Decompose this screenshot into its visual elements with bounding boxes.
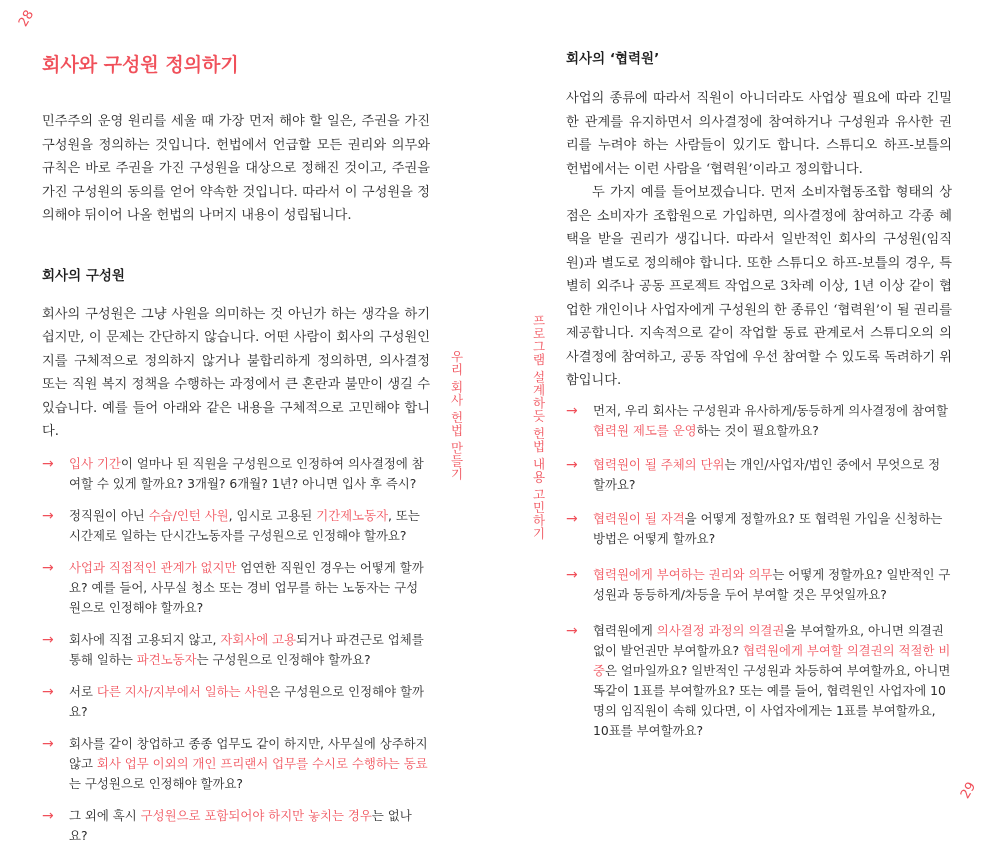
highlight-text: 협력원 제도를 운영	[593, 422, 697, 438]
list-item	[42, 806, 430, 846]
item-text: , 임시로 고용된	[228, 507, 317, 523]
arrow-right-icon: →	[566, 566, 578, 583]
arrow-right-icon: →	[566, 510, 578, 527]
intro-paragraph: 민주주의 운영 원리를 세울 때 가장 먼저 해야 할 일은, 주권을 가진 구성원을 정의하는 것입니다. 헌법에서 언급할 모든 권리와 의무와 규칙은 바로 주권을 가진 구성원을 대상으로 정해진 것이고, 주권을 가진 구성원의 동의를 얻어 약속한 것입니다. 따라서 이 구성원을 정의해야 뒤이어 나올 헌법의 나머지 내용이 성립됩니다.	[42, 114, 430, 223]
item-text: , 또는 시간제로 일하는 단시간노동자를 구성원으로 인정해야 할까요?	[69, 507, 420, 543]
highlight-text: 파견노동자	[136, 651, 197, 667]
arrow-right-icon: →	[42, 559, 54, 576]
partners-paragraph-2: 두 가지 예를 들어보겠습니다. 먼저 소비자협동조합 형태의 상점은 소비자가 조합원으로 가입하면, 의사결정에 참여하고 각종 혜택을 받을 권리가 생깁니다. 따라서 일반적인 회사의 구성원(임직원)과 별도로 정의해야 합니다. 또한 스튜디오 하프-보틀의 경우, 특별히 외주나 공동 프로젝트 작업으로 3차례 이상, 1년 이상 같이 협업한 개인이나 사업자에게 구성원의 한 종류인 ‘협력원’이 될 권리를 제공합니다. 지속적으로 같이 작업할 동료 관계로서 스튜디오의 의사결정에 참여하고, 공동 작업에 우선 참여할 수 있도록 독려하기 위함입니다.	[566, 185, 952, 388]
partners-question-list	[566, 401, 952, 741]
arrow-right-icon: →	[42, 683, 54, 700]
item-text: 는 개인/사업자/법인 중에서 무엇으로 정할까요?	[593, 456, 941, 492]
item-text: 는 어떻게 정할까요? 일반적인 구성원과 동등하게/차등을 두어 부여할 것은 무엇일까요?	[593, 566, 951, 602]
item-text: 는 구성원으로 인정해야 할까요?	[69, 775, 243, 791]
highlight-text: 의사결정 과정의 의결권	[656, 622, 785, 638]
members-paragraph: 회사의 구성원은 그냥 사원을 의미하는 것 아닌가 하는 생각을 하기 쉽지만, 이 문제는 간단하지 않습니다. 어떤 사람이 회사의 구성원인지를 구체적으로 정의하지 않거나 불합리하게 정의하면, 의사결정 또는 직원 복지 정책을 수행하는 과정에서 큰 혼란과 불만이 생길 수 있습니다. 예를 들어 아래와 같은 내용을 구체적으로 고민해야 합니다.	[42, 306, 430, 439]
highlight-text: 구성원으로 포함되어야 하지만 놓치는 경우	[140, 807, 372, 823]
highlight-text: 기간제노동자	[316, 507, 389, 523]
item-text: 엄연한 직원인 경우는 어떻게 할까요? 예를 들어, 사무실 청소 또는 경비 업무를 하는 노동자는 구성원으로 인정해야 할까요?	[69, 559, 424, 615]
arrow-right-icon: →	[42, 455, 54, 472]
highlight-text: 협력원이 될 주체의 단위	[593, 456, 725, 472]
list-item	[566, 455, 952, 495]
item-text: 을 부여할까요, 아니면 의결권 없이 발언권만 부여할까요?	[593, 622, 944, 658]
highlight-text: 다른 지사/지부에서 일하는 사원	[96, 683, 269, 699]
item-text: 서로	[69, 683, 97, 699]
item-text: 하는 것이 필요할까요?	[696, 422, 819, 438]
left-column	[42, 110, 430, 846]
item-text: 회사에 직접 고용되지 않고,	[69, 631, 221, 647]
section-heading-members: 회사의 구성원	[42, 267, 125, 284]
right-column	[566, 47, 952, 741]
page-title: 회사와 구성원 정의하기	[42, 54, 239, 76]
highlight-text: 협력원이 될 자격	[593, 510, 685, 526]
arrow-right-icon: →	[566, 456, 578, 473]
side-caption-left: 우리 회사 헌법 만들기	[449, 350, 464, 481]
highlight-text: 협력원에게 부여하는 권리와 의무	[593, 566, 773, 582]
list-item	[42, 630, 430, 670]
list-item	[566, 401, 952, 441]
arrow-right-icon: →	[566, 402, 578, 419]
highlight-text: 회사 업무 이외의 개인 프리랜서 업무를 수시로 수행하는 동료	[96, 755, 428, 771]
list-item	[566, 621, 952, 741]
partners-paragraph-1: 사업의 종류에 따라서 직원이 아니더라도 사업상 필요에 따라 긴밀한 관계를 유지하면서 의사결정에 참여하거나 구성원과 유사한 권리를 누려야 하는 사람들이 있기도 합니다. 스튜디오 하프-보틀의 헌법에서는 이런 사람을 ‘협력원’이라고 정의합니다.	[566, 91, 952, 177]
item-text: 회사를 같이 창업하고 종종 업무도 같이 하지만, 사무실에 상주하지 않고	[69, 735, 428, 771]
list-item	[42, 558, 430, 618]
list-item	[566, 565, 952, 605]
page-number-right: 29	[958, 779, 980, 802]
highlight-text: 사업과 직접적인 관계가 없지만	[69, 559, 237, 575]
list-item	[42, 506, 430, 546]
item-text: 되거나 파견근로 업체를 통해 일하는	[69, 631, 424, 667]
highlight-text: 입사 기간	[69, 455, 121, 471]
item-text: 이 얼마나 된 직원을 구성원으로 인정하여 의사결정에 참여할 수 있게 할까요? 3개월? 6개월? 1년? 아니면 입사 후 즉시?	[69, 455, 424, 491]
item-text: 는 구성원으로 인정해야 할까요?	[196, 651, 371, 667]
arrow-right-icon: →	[42, 631, 54, 648]
item-text: 먼저, 우리 회사는 구성원과 유사하게/동등하게 의사결정에 참여할	[593, 402, 948, 418]
item-text: 은 구성원으로 인정해야 할까요?	[69, 683, 424, 719]
item-text: 협력원에게	[593, 622, 657, 638]
arrow-right-icon: →	[42, 735, 54, 752]
item-text: 을 어떻게 정할까요? 또 협력원 가입을 신청하는 방법은 어떻게 할까요?	[593, 510, 943, 546]
arrow-right-icon: →	[42, 807, 54, 824]
item-text: 그 외에 혹시	[69, 807, 141, 823]
list-item	[42, 734, 430, 794]
item-text: 정직원이 아닌	[69, 507, 149, 523]
item-text: 은 얼마일까요? 일반적인 구성원과 차등하여 부여할까요, 아니면 똑같이 1표를 부여할까요? 또는 예를 들어, 협력원인 사업자에 10명의 임직원이 속해 있다면, 이 사업자에게는 1표를 부여할까요, 10표를 부여할까요?	[593, 662, 951, 738]
list-item	[42, 454, 430, 494]
page-number-left: 28	[16, 7, 38, 30]
members-question-list	[42, 454, 430, 846]
side-caption-right: 프로그램 설계하듯 헌법 내용 고민하기	[531, 314, 546, 540]
highlight-text: 협력원에게 부여할 의결권의 적절한 비중	[593, 642, 951, 678]
arrow-right-icon: →	[566, 622, 578, 639]
list-item	[566, 509, 952, 549]
list-item	[42, 682, 430, 722]
highlight-text: 자회사에 고용	[220, 631, 297, 647]
section-heading-partners: 회사의 ‘협력원’	[566, 51, 660, 67]
arrow-right-icon: →	[42, 507, 54, 524]
item-text: 는 없나요?	[69, 807, 412, 843]
highlight-text: 수습/인턴 사원	[148, 507, 229, 523]
